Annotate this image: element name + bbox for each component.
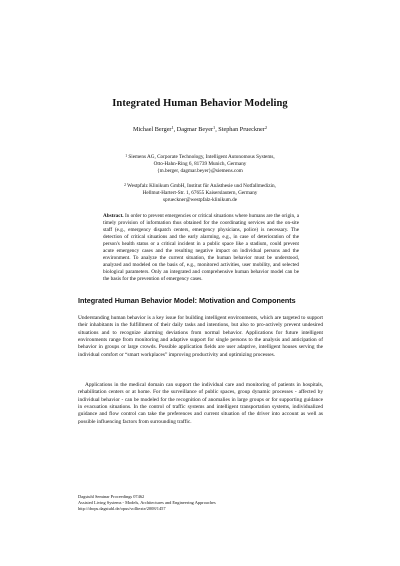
proceedings-footer: [78, 494, 338, 511]
affiliation-block: [0, 154, 400, 175]
affiliation-marker: 1: [171, 125, 174, 131]
affiliation-block: [0, 183, 400, 204]
section-heading: Integrated Human Behavior Model: Motivation and Components: [78, 296, 296, 305]
abstract: [103, 213, 299, 283]
author-name: Stephan Prueckner: [218, 126, 265, 133]
affiliation-line: Hellmut-Hartert-Str. 1, 67655 Kaiserslautern, Germany: [142, 190, 258, 196]
affiliation-line: $^2$ Westpfalz Klinikum GmbH, Institut für Anästhesie und Notfallmedizin,: [124, 182, 276, 189]
body-paragraph: Applications in the medical domain can support the individual care and monitoring of patients in hospitals, rehabilitation centers or at home. For the surveillance of public spaces, group dynamic processes - affected by individual behavior - can be modeled for the recognition of anomalies in large groups or for supporting guidance in evacuation situations. In the control of traffic systems and intelligent transportation systems, individualized guidance and flow control can take the preferences and current situation of the driver into account as well as possible influencing factors from surrounding traffic.: [78, 382, 323, 425]
affiliation-email: {m.berger, dagmar.beyer}@siemens.com: [157, 168, 243, 174]
author-separator: ,: [173, 126, 177, 133]
affiliation-line: Otto-Hahn-Ring 6, 81739 Munich, Germany: [153, 161, 247, 167]
footer-line: Dagstuhl Seminar Proceedings 07462: [78, 494, 145, 499]
author-separator: ,: [215, 126, 219, 133]
affiliation-marker: 1: [125, 153, 128, 158]
affiliation-email: sprueckner@westpfalz-klinikum.de: [162, 197, 238, 203]
footer-line: Assisted Living Systems - Models, Architectures and Engineering Approaches: [78, 499, 216, 505]
body-paragraph: Understanding human behavior is a key issue for building intelligent environments, which are targeted to support their inhabitants in the fulfillment of their daily tasks and intentions, but also to pro-actively prevent undesired situations and to recognize alarming deviations from normal behavior. Applications for future intelligent environments range from monitoring and adaptive support for single persons to the analysis and anticipation of behavior in groups or large crowds. Possible application fields are user adaptive, intelligent houses serving the individual comfort or “smart workplaces” improving productivity and optimizing processes.: [78, 315, 323, 358]
affiliation-marker: 2: [124, 182, 126, 187]
author-name: Michael Berger: [132, 126, 172, 133]
footer-url: http://drops.dagstuhl.de/opus/volltexte/2008/1457: [78, 505, 166, 511]
affiliation-marker: 2: [264, 125, 268, 131]
affiliation-marker: 1: [213, 125, 216, 131]
author-name: Dagmar Beyer: [176, 126, 214, 133]
author-line: [0, 126, 400, 133]
abstract-label: Abstract.: [103, 213, 124, 219]
paper-title: Integrated Human Behavior Modeling: [112, 98, 288, 109]
abstract-text: In order to prevent emergencies or critical situations where humans are the origin, a timely provision of information thus obtained for the coordinating services and the on-site staff (e.g., emergency dispatch centers, emergency physicians, police) is necessary. The detection of critical situations and the early alarming, e.g., in case of deterioration of the person's health status or a critical incident in a public space like a stadium, could prevent acute emergency cases and the resulting negative impact on individual persons and the environment. To analyze the current situation, the human behavior must be understood, analyzed and modeled on the basis of, e.g., monitored activities, user mobility, and selected biological parameters. Only an integrated and comprehensive human behavior model can be the basis for the prevention of emergency cases.: [103, 213, 299, 283]
affiliation-line: $^1$ Siemens AG, Corporate Technology, Intelligent Autonomous Systems,: [125, 153, 275, 160]
